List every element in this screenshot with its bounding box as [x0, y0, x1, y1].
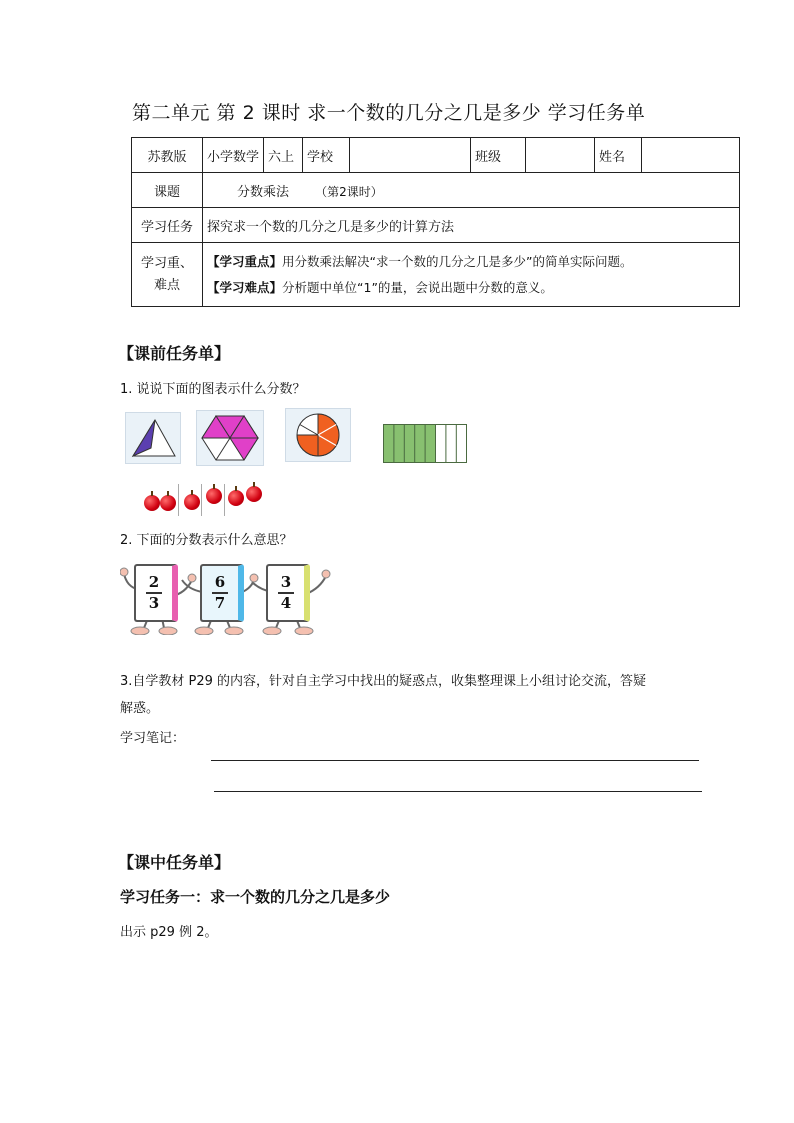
key-label-cell: [132, 243, 203, 307]
question-3-line-1: 3.自学教材 P29 的内容，针对自主学习中找出的疑惑点，收集整理课上小组讨论交流，答疑: [120, 674, 647, 689]
divider: [201, 484, 202, 516]
divider: [178, 484, 179, 516]
task-label: 学习任务: [132, 208, 203, 243]
apple: [144, 495, 160, 511]
cell-name-label: 姓名: [595, 138, 642, 173]
key-point-tag: 【学习重点】: [207, 253, 283, 269]
key-point: [207, 249, 735, 275]
apple: [160, 495, 176, 511]
fraction-characters: [120, 560, 335, 635]
fraction-1-numerator: 2: [148, 573, 160, 591]
topic-note: （第2课时）: [315, 184, 383, 199]
key-point-text: 用分数乘法解决“求一个数的几分之几是多少”的简单实际问题。: [282, 253, 633, 269]
hexagon-figure: [196, 410, 264, 466]
divider: [224, 484, 225, 516]
circle-figure: [285, 408, 351, 462]
triangle-figure: [125, 412, 181, 464]
fraction-2-denominator: 7: [214, 594, 226, 612]
cell-grade: 六上: [264, 138, 303, 173]
topic-value: 分数乘法: [237, 184, 290, 200]
fraction-book-3: [266, 564, 310, 622]
apple: [184, 494, 200, 510]
cell-class-value[interactable]: [526, 138, 595, 173]
key-label-1: 学习重、: [140, 255, 193, 271]
cell-edition: 苏教版: [132, 138, 203, 173]
question-3-line-2: 解惑。: [120, 701, 160, 716]
info-table: [131, 137, 740, 307]
task-1-heading: 学习任务一：求一个数的几分之几是多少: [120, 888, 391, 906]
apple: [246, 486, 262, 502]
difficulty: [207, 275, 735, 301]
key-label-2: 难点: [153, 277, 180, 293]
task-value: 探究求一个数的几分之几是多少的计算方法: [203, 208, 740, 243]
page-title: 第二单元 第 2 课时 求一个数的几分之几是多少 学习任务单: [132, 102, 646, 124]
fraction-3-denominator: 4: [280, 594, 292, 612]
fraction-3-numerator: 3: [280, 573, 292, 591]
fraction-1-denominator: 3: [148, 594, 160, 612]
apple: [206, 488, 222, 504]
cell-name-value[interactable]: [642, 138, 740, 173]
apples-figure: [140, 484, 270, 516]
pre-class-heading: 【课前任务单】: [118, 344, 231, 363]
cell-subject: 小学数学: [203, 138, 264, 173]
apple: [228, 490, 244, 506]
difficulty-text: 分析题中单位“1”的量，会说出题中分数的意义。: [282, 279, 553, 295]
notes-label: 学习笔记：: [120, 731, 186, 746]
fraction-2-numerator: 6: [214, 573, 226, 591]
fraction-book-2: [200, 564, 244, 622]
question-2: 2. 下面的分数表示什么意思？: [120, 533, 293, 548]
in-class-heading: 【课中任务单】: [118, 853, 231, 872]
strip-figure: [383, 424, 467, 463]
key-points-cell: [203, 243, 740, 307]
example-text: 出示 p29 例 2。: [120, 925, 218, 940]
cell-school-label: 学校: [303, 138, 350, 173]
notes-line-2[interactable]: [214, 791, 702, 792]
cell-school-value[interactable]: [350, 138, 471, 173]
notes-line-1[interactable]: [211, 760, 699, 761]
topic-label: 课题: [132, 173, 203, 208]
fraction-book-1: [134, 564, 178, 622]
cell-class-label: 班级: [471, 138, 526, 173]
question-1: 1. 说说下面的图表示什么分数？: [120, 382, 306, 397]
topic-value-cell: [203, 173, 740, 208]
difficulty-tag: 【学习难点】: [207, 279, 283, 295]
